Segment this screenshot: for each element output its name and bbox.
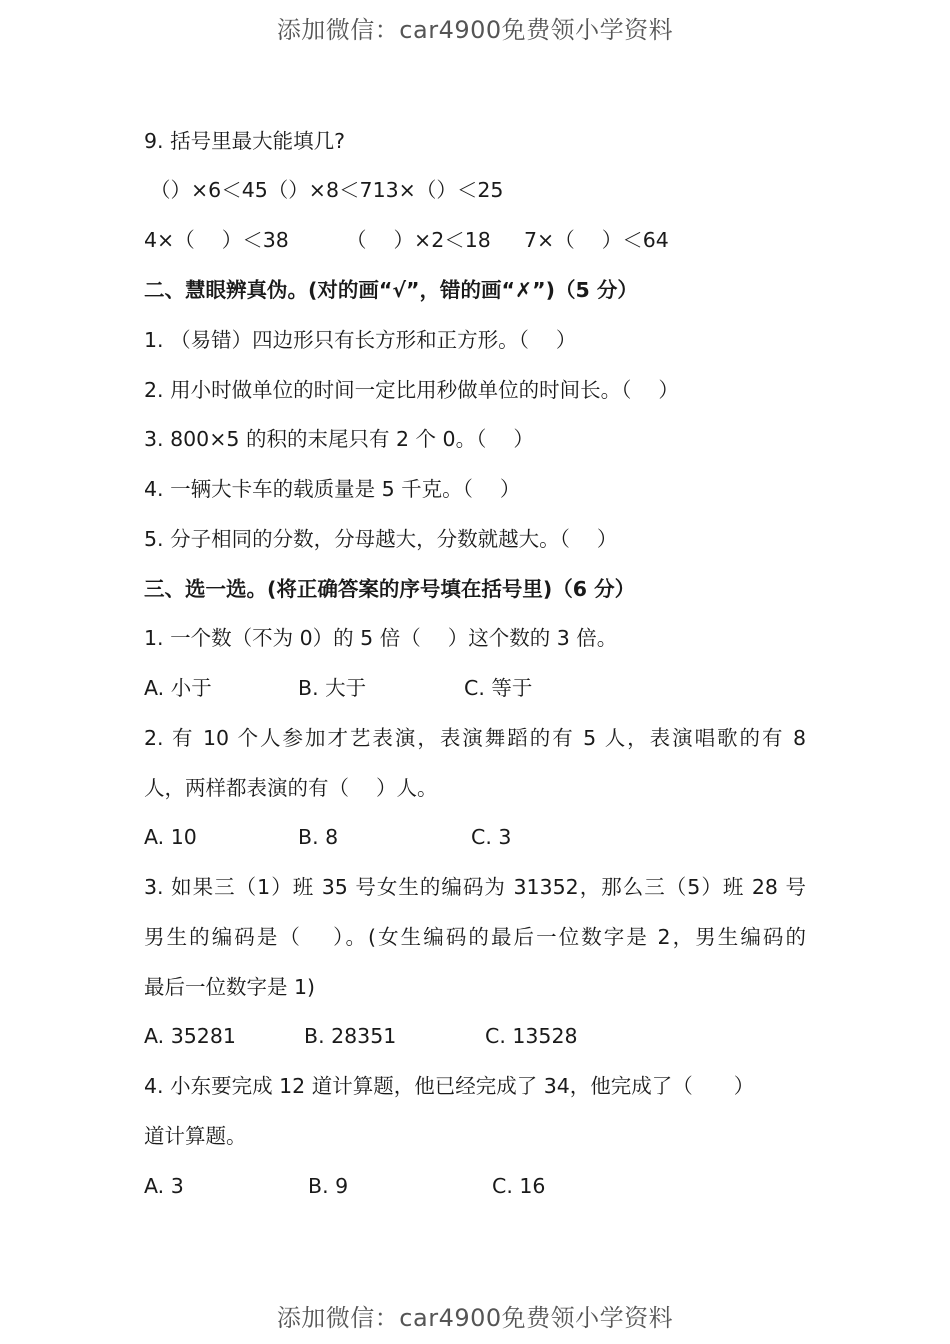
q2-stem-line2: 人，两样都表演的有（ ）人。: [144, 776, 438, 800]
q3-option-b: B. 28351: [304, 1024, 397, 1048]
watermark-top: 添加微信：car4900免费领小学资料: [276, 16, 674, 44]
q4-stem-line1: 4. 小东要完成 12 道计算题，他已经完成了 34，他完成了（ ）: [144, 1074, 755, 1098]
q4-stem-line2: 道计算题。: [144, 1124, 247, 1148]
q3-stem-line2: 男生的编码是（ ）。(女生编码的最后一位数字是 2，男生编码的: [144, 925, 806, 949]
q1-option-a: A. 小于: [144, 676, 212, 700]
q3-stem-line1: 3. 如果三（1）班 35 号女生的编码为 31352，那么三（5）班 28 号: [144, 875, 806, 899]
q9-title: 9. 括号里最大能填几?: [144, 129, 345, 153]
q4-option-b: B. 9: [308, 1174, 349, 1198]
q3-stem-line3: 最后一位数字是 1): [144, 975, 316, 999]
q1-option-b: B. 大于: [298, 676, 367, 700]
q1-option-c: C. 等于: [464, 676, 533, 700]
q2-option-c: C. 3: [471, 825, 512, 849]
q3-option-c: C. 13528: [485, 1024, 578, 1048]
q3-option-a: A. 35281: [144, 1024, 236, 1048]
q9-row2-item: （ ）×2＜18: [346, 228, 491, 252]
section3-heading: 三、选一选。(将正确答案的序号填在括号里)（6 分）: [144, 577, 636, 601]
q9-row2-item: 4×（ ）＜38: [144, 228, 289, 252]
section2-item: 3. 800×5 的积的末尾只有 2 个 0。（ ）: [144, 427, 534, 451]
watermark-bottom: 添加微信：car4900免费领小学资料: [276, 1304, 674, 1332]
q1-stem: 1. 一个数（不为 0）的 5 倍（ ）这个数的 3 倍。: [144, 626, 618, 650]
section2-item: 5. 分子相同的分数，分母越大，分数就越大。（ ）: [144, 527, 618, 551]
section2-item: 1. （易错）四边形只有长方形和正方形。（ ）: [144, 328, 577, 352]
q4-option-c: C. 16: [492, 1174, 546, 1198]
q2-option-b: B. 8: [298, 825, 339, 849]
section2-item: 2. 用小时做单位的时间一定比用秒做单位的时间长。（ ）: [144, 378, 679, 402]
section2-item: 4. 一辆大卡车的载质量是 5 千克。（ ）: [144, 477, 521, 501]
q9-row2-item: 7×（ ）＜64: [524, 228, 669, 252]
q2-stem-line1: 2. 有 10 个人参加才艺表演，表演舞蹈的有 5 人，表演唱歌的有 8: [144, 726, 806, 750]
q9-row1: （）×6＜45（）×8＜713×（）＜25: [150, 178, 504, 202]
q4-option-a: A. 3: [144, 1174, 184, 1198]
q2-option-a: A. 10: [144, 825, 197, 849]
section2-heading: 二、慧眼辨真伪。(对的画“√”，错的画“✗”)（5 分）: [144, 278, 638, 302]
